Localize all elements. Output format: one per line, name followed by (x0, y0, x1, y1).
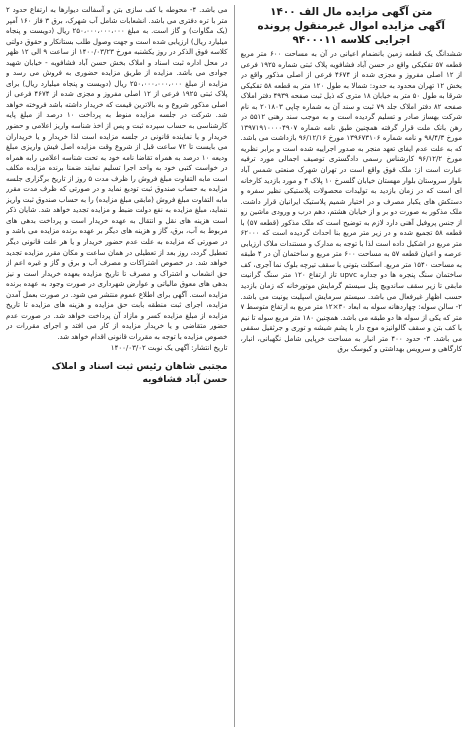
left-column (6, 5, 228, 727)
signature-line2: حسن آباد فشافویه (142, 373, 228, 385)
column-divider (234, 5, 235, 727)
right-column (241, 5, 463, 727)
notice-title-line2: آگهی مزایده اموال غیرمنقول پرونده اجرایی کلاسه ۹۴۰۰۰۱۱ (257, 20, 445, 46)
notice-title (241, 5, 463, 47)
signature-block (6, 361, 228, 386)
notice-body-left: می باشد. ۴- محوطه با کف سازی بتن و آسفالت دیوارها به ارتفاع حدود ۲ متر با تره دفتری می باشد. انشعابات شامل آب شهرک، برق ۳ فاز ۱۶۰ آمپر (یک مگاوات) و گاز است. به مبلغ ۲۵۰،۰۰۰،۰۰۰،۰۰۰ ریال (دویست و پنجاه میلیارد ریال) ارزیابی شده است و جهت وصول طلب بستانکار و حقوق دولتی کلاسه فوق الذکر در روز یکشنبه مورخ ۱۴۰۰/۰۳/۲۳ از ساعت ۹ الی ۱۲ ظهر در محل اداره ثبت اسناد و املاک بخش حسن آباد فشافویه - خیابان شهید جوادی می باشد. مزایده از طریق مزایده حضوری به فروش می رسد و مزایده از مبلغ ۲۵۰،۰۰۰،۰۰۰،۰۰۰ ریال (دویست و پنجاه میلیارد ریال) برای پلاک ثبتی ۱۹۲۵ فرعی از ۱۲ اصلی مفروز و مجزی شده از ۴۶۷۴ فرعی از اصلی مذکور شروع و به بالاترین قیمت که خریدار داشته باشد فروخته خواهد شد. شرکت در جلسه مزایده منوط به پرداخت ۱۰ درصد از مبلغ پایه کارشناسی به حساب سپرده ثبت و پس از اخذ شناسه واریز اعلامی و حضور خریدار و یا نماینده قانونی در جلسه مزایده است لذا خریدار و یا خریداران می بایست تا ۷۲ ساعت قبل از شروع وقت مزایده اصل فیش واریزی مبلغ ودیعه ۱۰ درصد به همراه تقاضا نامه خود به تحت شناسه اعلامی رابه همراه در خواست کتبی خود به واحد اجرا تسلیم نمایند ضمنا برنده مزایده مکلف است مابه التفاوت مبلغ فروش را ظرف مدت ۵ روز از تاریخ برگزاری جلسه مزایده به حساب صندوق ثبت تودیع نماید و در صورتی که ظرف مدت مقرر مابه التفاوت مبلغ فروش (مابقی مبلغ مزایده) را به حساب صندوق ثبت واریز ننماید، مبلغ مزایده به نفع دولت ضبط و مزایده تجدید خواهد شد. شایان ذکر است هزینه های نقل و انتقال به عهده خریدار است و پرداخت بدهی های مربوط به آب، برق، گاز و هزینه های دیگر بر عهده برنده مزایده می باشد و در صورتی که مزایده به علت عدم حضور خریدار و یا هر علت قانونی دیگر تعطیل گردد، روز بعد از تعطیلی در همان ساعت و مکان مقرر مزایده تجدید خواهد شد. در خصوص اشتراکات و مصرف آب و برق و گاز و غیره اعم از حق انشعاب و اشتراک و مصرف تا تاریخ مزایده بعهده خریدار است و نیز بدهی های معوق مالیاتی و عوارض شهرداری در صورت وجود به عهده برنده مزایده است. آگهی برای اطلاع عموم منتشر می شود. در صورت بعمل آمدن مزایده، اجرای ثبت منطقه بابت حق مزایده و هزینه های مزایده تا تاریخ مزایده از مبلغ مزایده کسر و مازاد آن پرداخت خواهد شد. در صورت عدم حضور متقاضی و یا خریدار مزایده از کار می افتد و اجرای مقررات در خصوص مزایده با توجه به مقررات قانونی اقدام خواهد شد. (6, 5, 228, 341)
notice-title-line1: متن آگهی مزایده مال الف ۱۴۰۰ (270, 6, 433, 18)
notice-body-right: ششدانگ یک قطعه زمین بانضمام اعیانی در آن به مساحت ۶۰۰ متر مربع قطعه ۵۷ تفکیکی واقع در حسن آباد فشافویه پلاک ثبتی شماره ۱۹۲۵ فرعی از ۱۲ اصلی مفروز و مجزی شده از ۴۶۷۴ فرعی از اصلی مذکور واقع در بخش ۱۲ تهران محدود به حدود: شمالا به طول ۱۲۰ متر به قطعه ۵۸ تفکیکی شرقا به طول ۵۰ متر به خیابان ۱۸ متری که ذیل ثبت صفحه ۴۹۳۹ دفتر املاک صفحه ۸۲ دفتر املاک جلد ۷۹ ثبت و سند آن به شماره چاپی ۲۰۱۸۰۳ به نام شرکت بهساز صادر و تسلیم گردیده است و به موجب سند رهنی ۵۵۱۲ در رهن بانک ملت قرار گرفته همچنین طبق نامه شماره ۱۳۹۷۱۹۱۰۰۰۰۴۹۰۷ مورخ ۹۸/۴/۳ و نامه شماره ۱۳۹۶۷۳۱۰۶ مورخ ۹۶/۱۲/۱۶ بازداشت می باشد. که به علت عدم ایفای تعهد منجر به صدور اجراییه شده است و برابر نظریه مورخ ۹۶/۱۲/۲ کارشناس رسمی دادگستری توصیف اجمالی مورد ترفیه عبارت است از: ملک فوق واقع است در تهران شهرک صنعتی شمس آباد بلوار سروستان بلوار مهستان خیابان گلسرخ ۱۰ پلاک ۴ و مورد بازدید کارخانه ای است که در زمان بازدید به تولیدات محصولات پلاستیکی نظیر سفره و دستکش های یکبار مصرف و در اختیار شمیم پلاستیک ایرانیان قرار داشت. ملک مذکور به صورت دو بر و از خیابان هشتم، دهم درب و ورودی ماشین رو از جنس پروفیل آهنی دارد لازم به توضیح است که ملک مذکور (قطعه ۵۷) با قطعه ۵۸ تجمیع شده و در زیر متر مربع بنا احداث گردیده است که ۶۲۰۰۰ متر مربع در اشکیل داده است لذا با توجه به مدارک و مستندات ملاک ارزیابی عرصه و اعیان قطعه ۵۷ به مساحت ۶۰۰ متر مربع و ساختمان آن در ۴ طبقه به مساحت ۱۵۴۰ متر مربع. اسکلت بتونی با سقف تیرچه بلوک نما آجری، کف ساختمان سنگ پنجره ها دو جداره upvc تاز ارتفاع ۱۲۰ متر سنگ گرانیت مابقی تا زیر سقف ساندویچ پنل سیستم گرمایش موتورخانه که زمان بازدید حسب اظهار غیرفعال می باشد. سیستم سرمایش اسپلیت یونیت می باشد. ۲- سالن سوله: چهاردهانه سوله به ابعاد ۳۰×۱۲ متر مربع به ارتفاع متوسط ۷ متر که یکی از سوله ها دو طبقه می باشد. همچنین ۱۸۰ متر مربع سوله تا نیم با کف بتن و سقف گالوانیزه موج دار با پشم شیشه و توری و جرثقیل سقفی می باشد. ۳- حدود ۴۰۰ متر انبار به مساحت خرپایی شامل نگهبانی، انبار، کارگاهی و سرویس بهداشتی و کیوسک برق (240, 49, 462, 354)
publication-date: تاریخ انتشار: آگهی یک نوبت ۱۴۰۰/۰۳/۰۲ (110, 342, 228, 352)
signature-line1: مجتبی شاهان رئیس ثبت اسناد و املاک (51, 361, 228, 373)
